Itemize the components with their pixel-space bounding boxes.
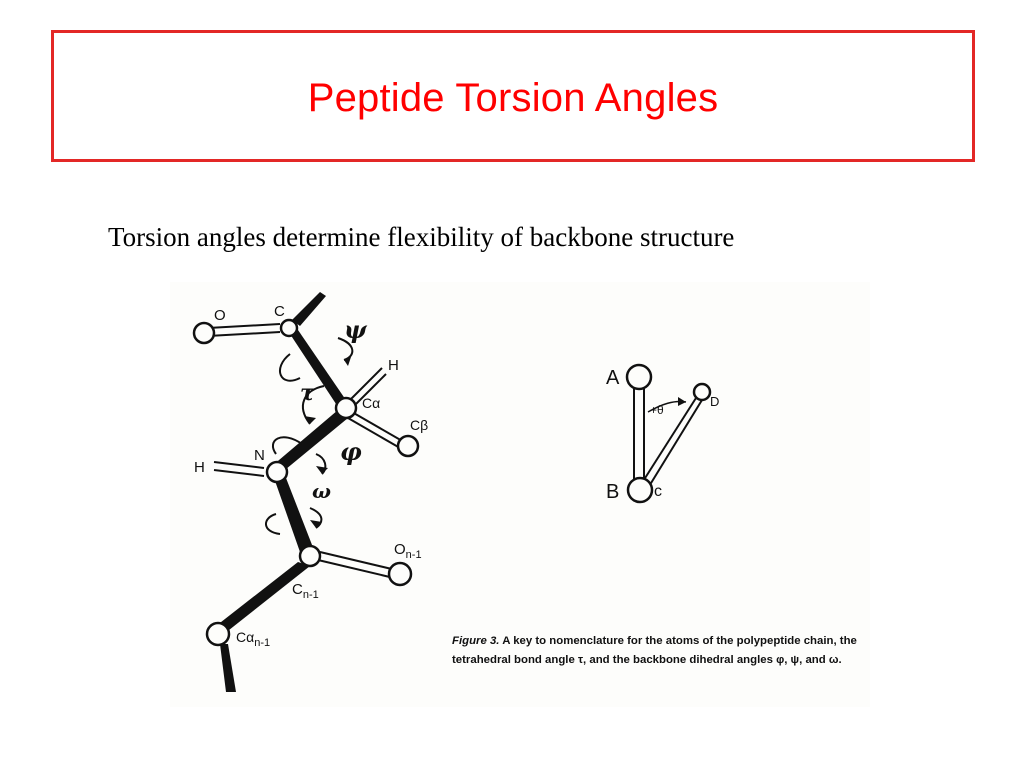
atom-cprev: [300, 546, 320, 566]
atom-d: [694, 384, 710, 400]
atom-o: [194, 323, 214, 343]
bond-n-h: [214, 462, 264, 476]
atom-c: [281, 320, 297, 336]
atom-oprev: [389, 563, 411, 585]
atom-cb: [398, 436, 418, 456]
omega-arrow: [266, 514, 280, 534]
figure-caption-label: Figure 3.: [452, 635, 500, 647]
figure-caption: [452, 632, 862, 670]
atom-caprev: [207, 623, 229, 645]
psi-arrow: [280, 354, 300, 381]
figure-caption-text: A key to nomenclature for the atoms of the polypeptide chain, the tetrahedral bond angle τ, and the backbone dihedral angles φ, ψ, and ω.: [452, 635, 857, 666]
psi-arrowhead-icon: [344, 354, 352, 366]
bond-c-o: [208, 324, 280, 336]
label-tau: τ: [300, 380, 315, 406]
figure-image: [170, 282, 870, 707]
label-h-top: H: [388, 357, 399, 374]
label-c: C: [274, 303, 285, 320]
bond-cprev-caprev: [216, 562, 310, 634]
label-o-prev: [394, 541, 422, 561]
label-h-left: H: [194, 459, 205, 476]
bond-c-up: [292, 292, 326, 326]
theta-arrowhead-icon: [678, 397, 686, 406]
label-o: O: [214, 307, 226, 324]
bond-n-cprev: [274, 478, 314, 552]
label-c-right: c: [654, 483, 662, 500]
bond-caprev-down: [220, 644, 236, 692]
slide-subtitle: Torsion angles determine flexibility of backbone structure: [108, 222, 735, 252]
label-n: N: [254, 447, 265, 464]
label-ca-prev-sub: n-1: [254, 637, 271, 649]
label-o-prev-sub: n-1: [405, 549, 422, 561]
tau-arrowhead-icon: [304, 416, 316, 424]
label-phi: φ: [340, 437, 362, 466]
title-box: [51, 30, 975, 162]
atom-ca: [336, 398, 356, 418]
slide-title: Peptide Torsion Angles: [307, 75, 719, 120]
label-ca-prev-main: Cα: [236, 629, 255, 645]
label-d: D: [710, 394, 720, 409]
atom-bc: [628, 478, 652, 502]
atom-n: [267, 462, 287, 482]
label-o-prev-main: O: [394, 541, 406, 558]
label-a: A: [606, 367, 620, 389]
label-ca-prev: [236, 629, 270, 649]
label-theta: +θ: [650, 403, 664, 417]
label-c-prev-main: C: [292, 581, 303, 598]
label-cb: Cβ: [410, 417, 429, 433]
label-ca: Cα: [362, 395, 381, 411]
label-psi: ψ: [344, 315, 367, 344]
label-omega: ω: [312, 479, 332, 503]
dihedral-diagram: [606, 365, 719, 503]
label-c-prev: [292, 581, 319, 601]
atom-a: [627, 365, 651, 389]
label-b: B: [606, 481, 620, 503]
bond-cprev-oprev: [318, 552, 396, 578]
label-c-prev-sub: n-1: [302, 589, 319, 601]
